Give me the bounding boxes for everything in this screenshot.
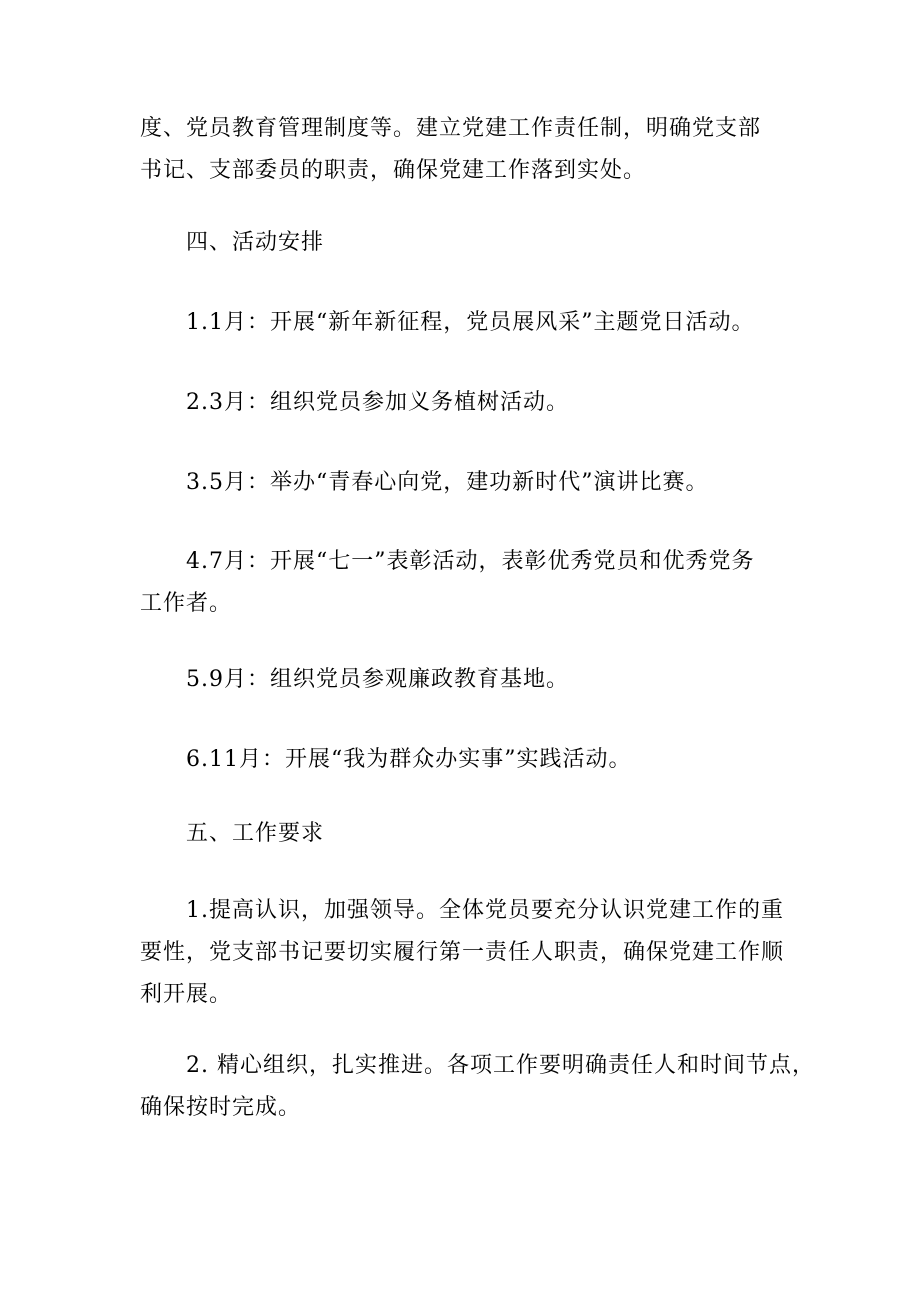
section-heading-requirements [140, 813, 792, 855]
activity-text: 5.9月：组织党员参观廉政教育基地。 [186, 667, 569, 692]
activity-item-2 [140, 382, 792, 424]
requirement-item-2 [140, 1045, 815, 1129]
requirement-text: 1.提高认识，加强领导。全体党员要充分认识党建工作的重 [186, 898, 784, 923]
activity-item-5 [140, 659, 792, 701]
activity-item-4 [140, 541, 792, 625]
activity-text: 4.7月：开展“七一”表彰活动，表彰优秀党员和优秀党务 [186, 549, 755, 574]
text-line: 书记、支部委员的职责，确保党建工作落到实处。 [140, 158, 647, 183]
requirement-item-1 [140, 890, 792, 1016]
activity-text: 1.1月：开展“新年新征程，党员展风采”主题党日活动。 [186, 310, 755, 335]
requirement-text: 利开展。 [140, 982, 233, 1007]
text-line: 度、党员教育管理制度等。建立党建工作责任制，明确党支部 [140, 116, 762, 141]
heading-text: 四、活动安排 [186, 230, 325, 255]
activity-item-1 [140, 302, 792, 344]
paragraph-system-responsibility [140, 108, 792, 192]
requirement-text: 确保按时完成。 [140, 1095, 302, 1120]
activity-text: 2.3月：组织党员参加义务植树活动。 [186, 390, 569, 415]
activity-text: 3.5月：举办“青春心向党，建功新时代”演讲比赛。 [186, 470, 709, 495]
activity-text-continued: 工作者。 [140, 591, 233, 616]
requirement-text: 2. 精心组织，扎实推进。各项工作要明确责任人和时间节点， [186, 1053, 815, 1078]
requirement-text: 要性，党支部书记要切实履行第一责任人职责，确保党建工作顺 [140, 940, 785, 965]
activity-item-6 [140, 739, 792, 781]
activity-item-3 [140, 462, 792, 504]
activity-text: 6.11月：开展“我为群众办实事”实践活动。 [186, 747, 632, 772]
section-heading-activities [140, 222, 792, 264]
heading-text: 五、工作要求 [186, 821, 325, 846]
